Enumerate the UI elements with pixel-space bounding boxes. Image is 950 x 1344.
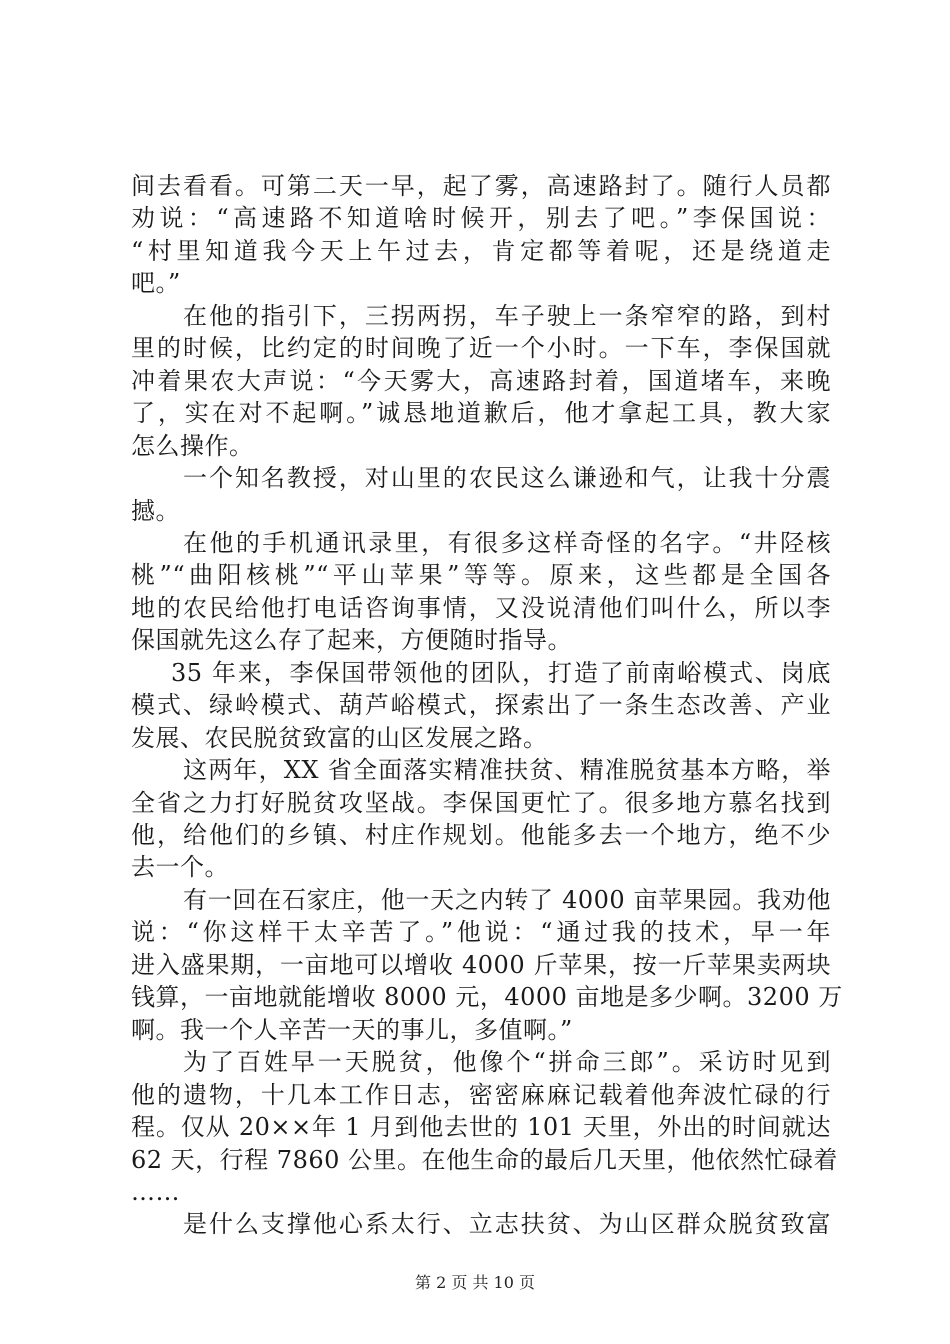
text-line: 劝说：“高速路不知道啥时候开，别去了吧。”李保国说：	[131, 204, 831, 233]
text-line: “村里知道我今天上午过去，肯定都等着呢，还是绕道走	[131, 236, 831, 265]
text-line: 在他的指引下，三拐两拐，车子驶上一条窄窄的路，到村	[183, 301, 831, 330]
text-line: 程。仅从 20××年 1 月到他去世的 101 天里，外出的时间就达	[131, 1113, 831, 1142]
text-line: 去一个。	[131, 853, 229, 882]
text-line: 吧。”	[131, 269, 181, 298]
text-line: 62 天，行程 7860 公里。在他生命的最后几天里，他依然忙碌着	[131, 1145, 839, 1174]
text-line: 为了百姓早一天脱贫，他像个“拼命三郎”。采访时见到	[183, 1048, 831, 1077]
text-line: 说：“你这样干太辛苦了。”他说：“通过我的技术，早一年	[131, 918, 831, 947]
text-line: 他，给他们的乡镇、村庄作规划。他能多去一个地方，绝不少	[131, 821, 831, 849]
text-line: 进入盛果期，一亩地可以增收 4000 斤苹果，按一斤苹果卖两块	[131, 950, 831, 979]
text-line: 钱算，一亩地就能增收 8000 元，4000 亩地是多少啊。3200 万	[131, 983, 843, 1012]
text-line: 是什么支撑他心系太行、立志扶贫、为山区群众脱贫致富	[183, 1210, 831, 1239]
text-line: 全省之力打好脱贫攻坚战。李保国更忙了。很多地方慕名找到	[131, 788, 831, 817]
text-line: 在他的手机通讯录里，有很多这样奇怪的名字。“井陉核	[183, 528, 831, 557]
text-line: 发展、农民脱贫致富的山区发展之路。	[131, 723, 548, 752]
text-line: 地的农民给他打电话咨询事情，又没说清他们叫什么，所以李	[131, 593, 831, 622]
text-line: 他的遗物，十几本工作日志，密密麻麻记载着他奔波忙碌的行	[131, 1080, 831, 1109]
text-line: 模式、绿岭模式、葫芦峪模式，探索出了一条生态改善、产业	[131, 691, 831, 720]
text-line: 这两年，XX 省全面落实精准扶贫、精准脱贫基本方略，举	[183, 756, 831, 785]
text-line: 里的时候，比约定的时间晚了近一个小时。一下车，李保国就	[131, 334, 831, 363]
text-line: 间去看看。可第二天一早，起了雾，高速路封了。随行人员都	[131, 172, 831, 200]
text-line: ……	[131, 1177, 180, 1206]
text-line: 啊。我一个人辛苦一天的事儿，多值啊。”	[131, 1015, 573, 1044]
text-line: 了，实在对不起啊。”诚恳地道歉后，他才拿起工具，教大家	[131, 399, 831, 428]
text-line: 怎么操作。	[131, 431, 254, 460]
text-line: 有一回在石家庄，他一天之内转了 4000 亩苹果园。我劝他	[183, 885, 831, 914]
text-line: 35 年来，李保国带领他的团队，打造了前南峪模式、岗底	[171, 658, 831, 687]
text-line: 一个知名教授，对山里的农民这么谦逊和气，让我十分震	[183, 464, 831, 493]
text-line: 桃”“曲阳核桃”“平山苹果”等等。原来，这些都是全国各	[131, 561, 831, 590]
text-line: 撼。	[131, 496, 180, 525]
text-line: 冲着果农大声说：“今天雾大，高速路封着，国道堵车，来晚	[131, 366, 831, 395]
page-footer: 第 2 页 共 10 页	[415, 1273, 535, 1292]
text-line: 保国就先这么存了起来，方便随时指导。	[131, 626, 572, 655]
